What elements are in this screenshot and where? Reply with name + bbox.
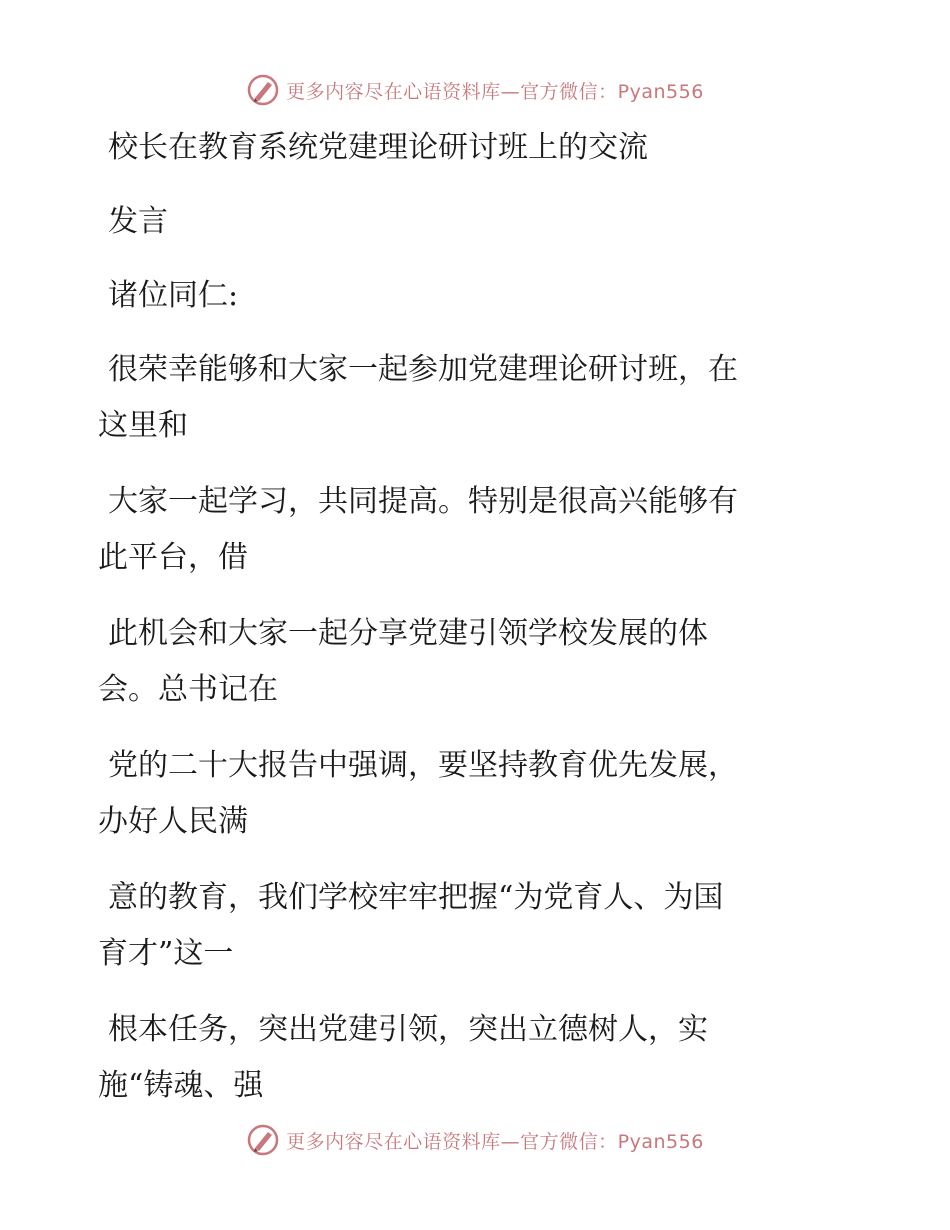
greeting-line: 诸位同仁:	[108, 278, 239, 313]
footer-watermark-banner	[0, 1120, 950, 1160]
footer-banner-text: 更多内容尽在心语资料库—官方微信：Pyan556	[286, 1130, 704, 1153]
paragraph-5: 意的教育，我们学校牢牢把握“为党育人、为国 育才”这一	[98, 880, 724, 971]
paragraph-1: 很荣幸能够和大家一起参加党建理论研讨班，在 这里和	[98, 352, 738, 443]
document-title-line-2: 发言	[108, 204, 168, 239]
paragraph-6: 根本任务，突出党建引领，突出立德树人，实 施“铸魂、强	[98, 1012, 708, 1103]
header-banner-text: 更多内容尽在心语资料库—官方微信：Pyan556	[286, 80, 704, 103]
paragraph-3: 此机会和大家一起分享党建引领学校发展的体 会。总书记在	[98, 616, 708, 707]
pen-logo-icon	[246, 1123, 280, 1157]
paragraph-2: 大家一起学习，共同提高。特别是很高兴能够有 此平台，借	[98, 484, 738, 575]
paragraph-4: 党的二十大报告中强调，要坚持教育优先发展， 办好人民满	[98, 748, 738, 839]
document-title-line-1: 校长在教育系统党建理论研讨班上的交流	[108, 130, 648, 165]
